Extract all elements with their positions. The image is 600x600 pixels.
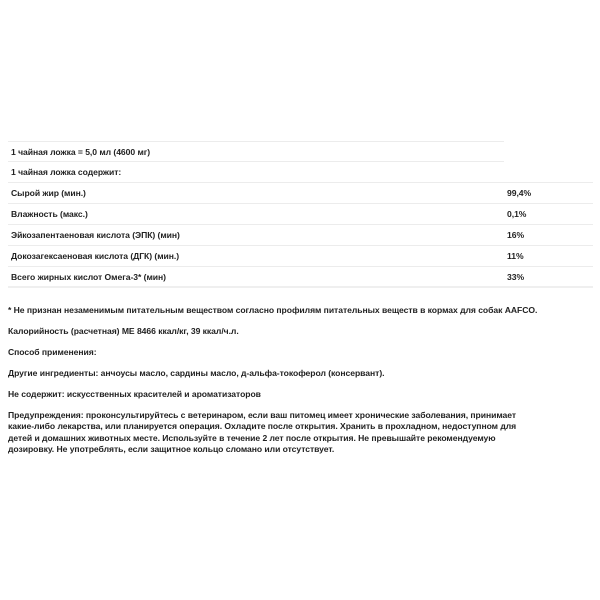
table-row — [8, 183, 593, 204]
warnings-line: какие-либо лекарства, или планируется операция. Охладите после открытия. Хранить в прохладном, недоступном для — [8, 421, 517, 432]
calorie-content: Калорийность (расчетная) ME 8466 ккал/кг, 39 ккал/ч.л. — [8, 326, 239, 336]
nutrient-value: 11% — [507, 251, 524, 261]
warnings-line: дозировку. Не употреблять, если защитное кольцо сломано или отсутствует. — [8, 443, 335, 454]
table-row — [8, 225, 593, 246]
free-of-statement: Не содержит: искусственных красителей и ароматизаторов — [8, 389, 261, 399]
warnings-text — [8, 410, 600, 455]
table-row — [8, 246, 593, 267]
nutrient-label: Влажность (макс.) — [11, 209, 88, 219]
nutrient-value: 33% — [507, 271, 525, 282]
warnings-line: детей и домашних животных месте. Используйте в течение 2 лет после открытия. Не превышайте рекомендуемую — [8, 432, 496, 443]
nutrition-table — [8, 141, 593, 288]
nutrient-value: 0,1% — [507, 209, 527, 219]
serving-size-label: 1 чайная ложка = 5,0 мл (4600 мг) — [11, 146, 151, 157]
table-row — [8, 267, 593, 288]
table-row — [8, 204, 593, 225]
serving-contains-row — [8, 162, 593, 183]
usage-heading: Способ применения: — [8, 347, 97, 357]
warnings-line: Предупреждения: проконсультируйтесь с ветеринаром, если ваш питомец имеет хронические заболевания, принимает — [8, 410, 517, 420]
nutrient-value: 99,4% — [507, 188, 532, 198]
nutrient-label: Всего жирных кислот Омега-3* (мин) — [11, 271, 166, 282]
product-info — [8, 141, 593, 288]
nutrient-label: Докозагексаеновая кислота (ДГК) (мин.) — [11, 251, 180, 261]
serving-size-row — [8, 141, 504, 162]
other-ingredients: Другие ингредиенты: анчоусы масло, сардины масло, д-альфа-токоферол (консервант). — [8, 368, 385, 378]
serving-contains-label: 1 чайная ложка содержит: — [11, 167, 122, 177]
nutrient-label: Сырой жир (мин.) — [11, 188, 86, 198]
nutrient-label: Эйкозапентаеновая кислота (ЭПК) (мин) — [11, 230, 180, 240]
aafco-footnote: * Не признан незаменимым питательным веществом согласно профилям питательных веществ в кормах для собак AAFCO. — [8, 305, 538, 315]
nutrient-value: 16% — [507, 230, 525, 240]
